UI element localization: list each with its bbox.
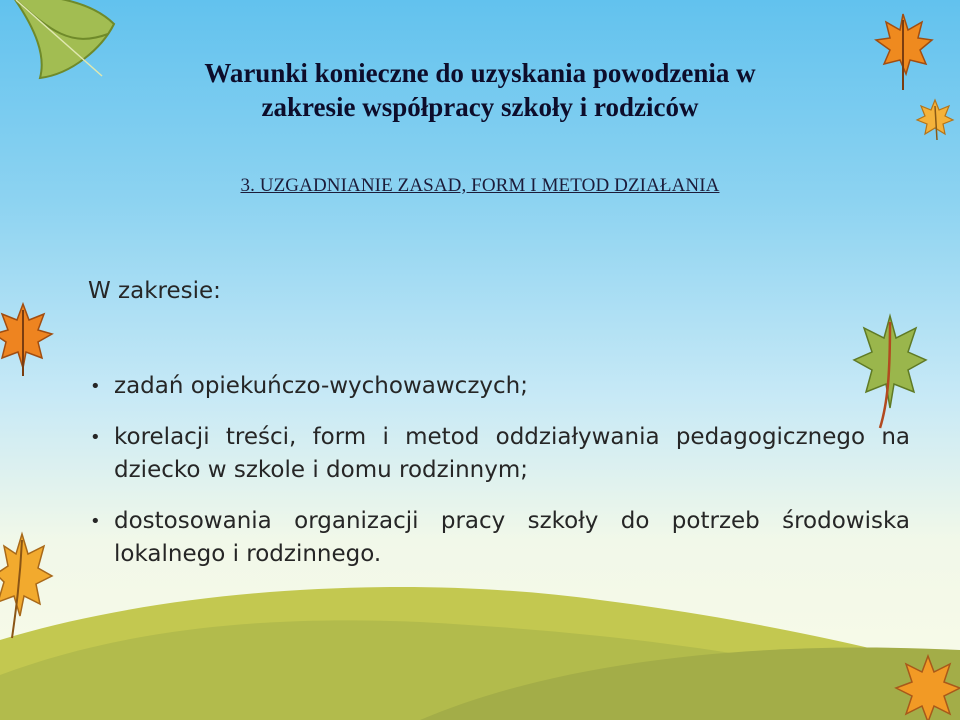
bullet-list (90, 370, 910, 589)
section-subtitle: 3. UZGADNIANIE ZASAD, FORM I METOD DZIAŁANIA (240, 175, 720, 196)
bullet-icon: • (90, 511, 101, 532)
title-line-1: Warunki konieczne do uzyskania powodzenia w (204, 58, 756, 88)
maple-leaf-icon (0, 300, 54, 380)
bullet-icon: • (90, 376, 101, 397)
title-line-2: zakresie współpracy szkoły i rodziców (261, 92, 699, 122)
maple-leaf-icon (892, 652, 960, 720)
bullet-icon: • (90, 427, 101, 448)
list-item (90, 505, 910, 571)
maple-leaf-icon (872, 12, 934, 92)
list-item (90, 421, 910, 487)
bullet-text: korelacji treści, form i metod oddziaływania pedagogicznego na dziecko w szkole i domu rodzinnym; (114, 424, 910, 483)
intro-text: W zakresie: (88, 278, 221, 304)
maple-leaf-icon (915, 98, 955, 142)
maple-leaf-icon (0, 530, 54, 640)
slide-title (100, 56, 860, 124)
bullet-text: zadań opiekuńczo-wychowawczych; (114, 373, 528, 399)
bullet-text: dostosowania organizacji pracy szkoły do potrzeb środowiska lokalnego i rodzinnego. (114, 508, 910, 567)
list-item (90, 370, 910, 403)
